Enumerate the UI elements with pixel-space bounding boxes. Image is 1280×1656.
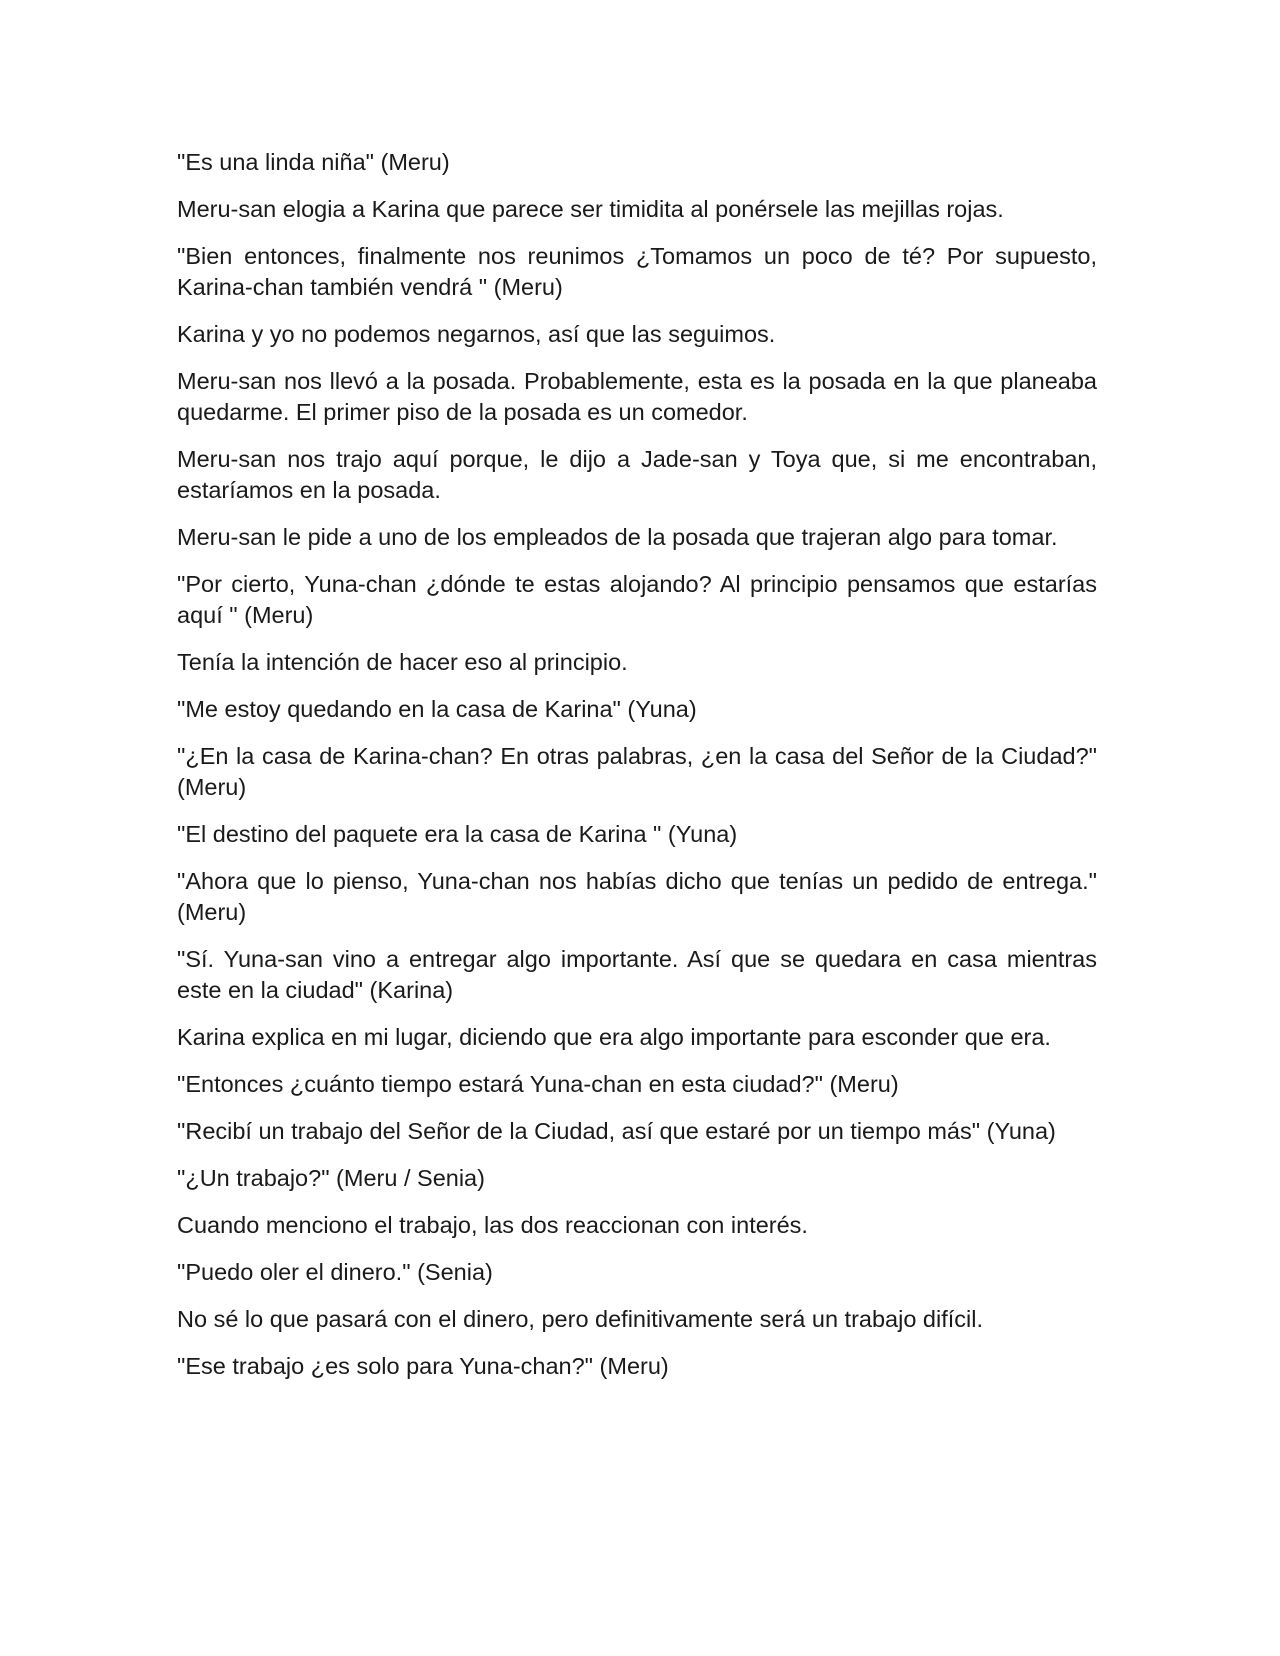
paragraph: "¿En la casa de Karina-chan? En otras palabras, ¿en la casa del Señor de la Ciudad?" (Meru)	[177, 743, 1097, 800]
paragraph: Karina y yo no podemos negarnos, así que las seguimos.	[177, 321, 776, 347]
paragraph: Karina explica en mi lugar, diciendo que era algo importante para esconder que era.	[177, 1024, 1051, 1050]
paragraph: "Sí. Yuna-san vino a entregar algo importante. Así que se quedara en casa mientras este en la ciudad" (Karina)	[177, 946, 1097, 1003]
paragraph: Meru-san le pide a uno de los empleados de la posada que trajeran algo para tomar.	[177, 524, 1058, 550]
paragraph: Meru-san elogia a Karina que parece ser timidita al ponérsele las mejillas rojas.	[177, 196, 1004, 222]
paragraph: "Recibí un trabajo del Señor de la Ciudad, así que estaré por un tiempo más" (Yuna)	[177, 1118, 1056, 1144]
paragraph: "Entonces ¿cuánto tiempo estará Yuna-chan en esta ciudad?" (Meru)	[177, 1071, 899, 1097]
document-body	[177, 147, 1097, 1398]
paragraph: "Ese trabajo ¿es solo para Yuna-chan?" (Meru)	[177, 1353, 669, 1379]
paragraph: Tenía la intención de hacer eso al principio.	[177, 649, 628, 675]
paragraph: "¿Un trabajo?" (Meru / Senia)	[177, 1165, 485, 1191]
paragraph: "Me estoy quedando en la casa de Karina" (Yuna)	[177, 696, 697, 722]
paragraph: "Puedo oler el dinero." (Senia)	[177, 1259, 493, 1285]
paragraph: "Bien entonces, finalmente nos reunimos ¿Tomamos un poco de té? Por supuesto, Karina-chan también vendrá " (Meru)	[177, 243, 1097, 300]
paragraph: Meru-san nos llevó a la posada. Probablemente, esta es la posada en la que planeaba quedarme. El primer piso de la posada es un comedor.	[177, 368, 1097, 425]
paragraph: No sé lo que pasará con el dinero, pero definitivamente será un trabajo difícil.	[177, 1306, 983, 1332]
paragraph: Meru-san nos trajo aquí porque, le dijo a Jade-san y Toya que, si me encontraban, estaríamos en la posada.	[177, 446, 1097, 503]
paragraph: "El destino del paquete era la casa de Karina " (Yuna)	[177, 821, 738, 847]
paragraph: "Es una linda niña" (Meru)	[177, 149, 450, 175]
paragraph: "Ahora que lo pienso, Yuna-chan nos habías dicho que tenías un pedido de entrega." (Meru)	[177, 868, 1097, 925]
paragraph: Cuando menciono el trabajo, las dos reaccionan con interés.	[177, 1212, 808, 1238]
paragraph: "Por cierto, Yuna-chan ¿dónde te estas alojando? Al principio pensamos que estarías aquí " (Meru)	[177, 571, 1097, 628]
